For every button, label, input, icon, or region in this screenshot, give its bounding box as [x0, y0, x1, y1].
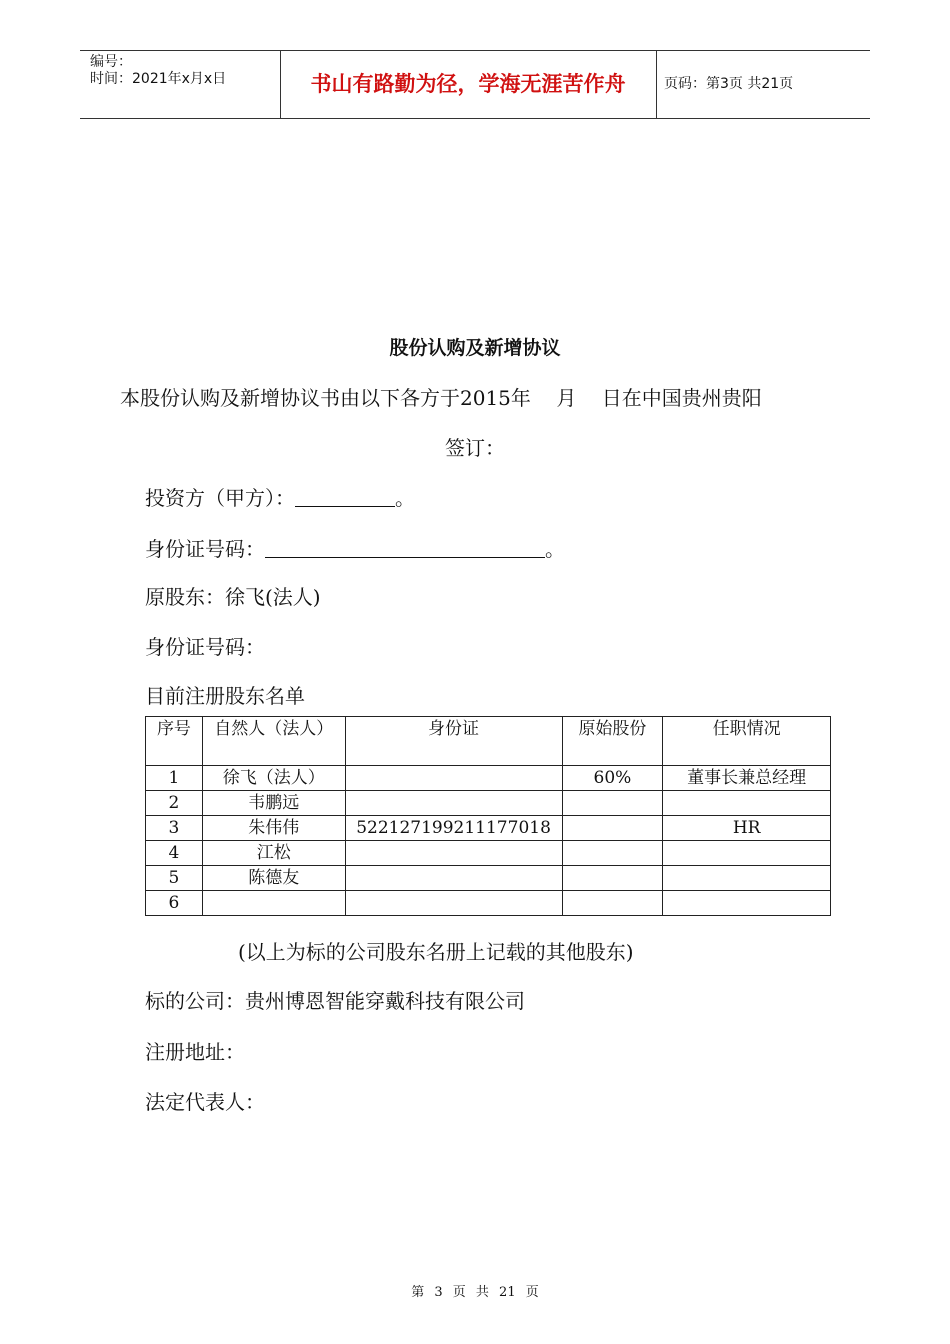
cell-shares [562, 891, 663, 916]
shareholder-table [145, 716, 831, 916]
header-page-code: 页码：第3页 共21页 [664, 76, 794, 92]
cell-shares: 60% [562, 766, 663, 791]
cell-shares [562, 841, 663, 866]
col-header-person: 自然人（法人） [202, 717, 345, 766]
cell-position [663, 791, 831, 816]
table-note: (以上为标的公司股东名册上记载的其他股东) [238, 940, 634, 964]
cell-index: 5 [146, 866, 203, 891]
header-meta [80, 51, 280, 118]
table-row [146, 816, 831, 841]
cell-index: 4 [146, 841, 203, 866]
number-label: 编号： [90, 54, 132, 70]
investor-label: 投资方（甲方）： [145, 486, 295, 510]
investor-blank[interactable] [295, 486, 395, 507]
cell-shares [562, 866, 663, 891]
col-header-position: 任职情况 [663, 717, 831, 766]
legal-representative: 法定代表人： [145, 1090, 265, 1114]
target-company: 标的公司：贵州博恩智能穿戴科技有限公司 [145, 989, 525, 1013]
original-shareholder: 原股东：徐飞(法人) [145, 585, 321, 609]
cell-shares [562, 816, 663, 841]
col-header-id: 身份证 [345, 717, 562, 766]
registered-address: 注册地址： [145, 1040, 245, 1064]
cell-person: 陈德友 [202, 866, 345, 891]
cell-position: 董事长兼总经理 [663, 766, 831, 791]
table-row [146, 766, 831, 791]
col-header-shares: 原始股份 [562, 717, 663, 766]
cell-id [345, 841, 562, 866]
cell-person: 江松 [202, 841, 345, 866]
time-label: 时间：2021年x月x日 [90, 71, 227, 87]
header-divider [280, 51, 281, 118]
header-motto: 书山有路勤为径，学海无涯苦作舟 [310, 72, 626, 96]
cell-position [663, 891, 831, 916]
cell-person: 朱伟伟 [202, 816, 345, 841]
cell-shares [562, 791, 663, 816]
id-label-1: 身份证号码： [145, 537, 265, 561]
table-row [146, 841, 831, 866]
id-suffix-1: 。 [545, 537, 565, 561]
id-blank-1[interactable] [265, 537, 545, 558]
registry-heading: 目前注册股东名单 [145, 684, 305, 708]
table-row [146, 866, 831, 891]
cell-id [345, 766, 562, 791]
investor-suffix: 。 [395, 486, 415, 510]
id-line-2: 身份证号码： [145, 635, 265, 659]
cell-person: 韦鹏远 [202, 791, 345, 816]
cell-id [345, 891, 562, 916]
cell-id [345, 866, 562, 891]
document-title: 股份认购及新增协议 [389, 337, 561, 359]
investor-line [145, 482, 415, 511]
page-footer: 第 3 页 共 21 页 [411, 1285, 539, 1300]
cell-index: 6 [146, 891, 203, 916]
cell-index: 2 [146, 791, 203, 816]
cell-id [345, 791, 562, 816]
col-header-index: 序号 [146, 717, 203, 766]
cell-position [663, 866, 831, 891]
page-header [80, 50, 870, 119]
cell-id: 522127199211177018 [345, 816, 562, 841]
cell-person [202, 891, 345, 916]
id-line-1 [145, 533, 565, 562]
intro-line-1: 本股份认购及新增协议书由以下各方于2015年 月 日在中国贵州贵阳 [120, 386, 762, 410]
cell-index: 1 [146, 766, 203, 791]
table-row [146, 891, 831, 916]
intro-line-2: 签订： [445, 436, 505, 460]
cell-index: 3 [146, 816, 203, 841]
table-header-row [146, 717, 831, 766]
cell-position [663, 841, 831, 866]
header-divider [656, 51, 657, 118]
cell-person: 徐飞（法人） [202, 766, 345, 791]
cell-position: HR [663, 816, 831, 841]
table-row [146, 791, 831, 816]
